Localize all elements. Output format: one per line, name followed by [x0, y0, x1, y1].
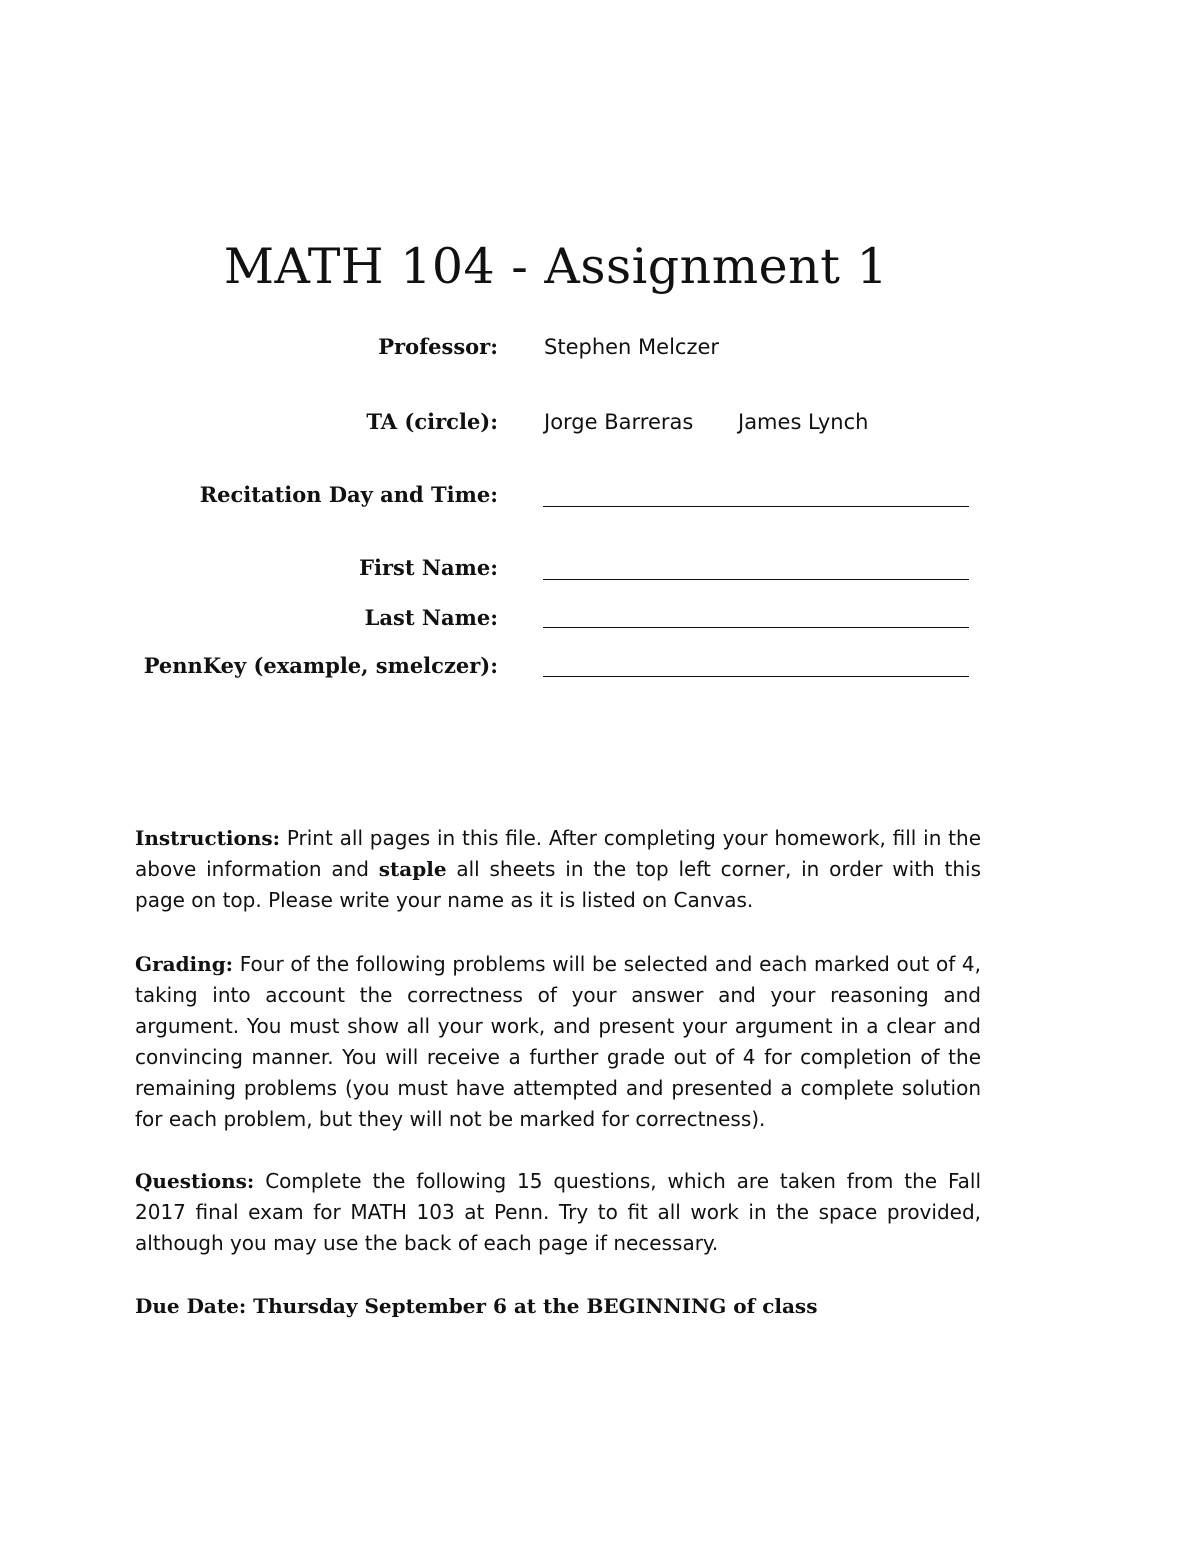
pennkey-blank-line[interactable]: [543, 676, 969, 677]
instructions-heading: Instructions:: [135, 826, 281, 850]
recitation-label: Recitation Day and Time:: [199, 482, 498, 507]
recitation-blank-line[interactable]: [543, 506, 969, 507]
due-date: Due Date: Thursday September 6 at the BEGINNING of class: [135, 1294, 818, 1318]
last-name-label: Last Name:: [364, 605, 498, 630]
instructions-text-after: all sheets in the top left corner, in order with this page on top. Please write your name as it is listed on Canvas.: [135, 857, 981, 912]
grading-text: Four of the following problems will be selected and each marked out of 4, taking into account the correctness of your answer and your reasoning and argument. You must show all your work, and present your argument in a clear and convincing manner. You will receive a further grade out of 4 for completion of the remaining problems (you must have attempted and presented a complete solution for each problem, but they will not be marked for correctness).: [135, 952, 981, 1131]
questions-paragraph: [135, 1166, 981, 1259]
ta-label: TA (circle):: [366, 409, 498, 434]
assignment-title: MATH 104 - Assignment 1: [223, 238, 889, 295]
questions-heading: Questions:: [135, 1169, 255, 1193]
ta-option-lynch[interactable]: James Lynch: [738, 410, 869, 434]
last-name-blank-line[interactable]: [543, 627, 969, 628]
pennkey-label: PennKey (example, smelczer):: [143, 653, 498, 678]
professor-label: Professor:: [378, 334, 498, 359]
grading-paragraph: [135, 949, 981, 1135]
instructions-staple-word: staple: [378, 857, 447, 881]
grading-heading: Grading:: [135, 952, 234, 976]
first-name-blank-line[interactable]: [543, 579, 969, 580]
questions-text: Complete the following 15 questions, which are taken from the Fall 2017 final exam for MATH 103 at Penn. Try to fit all work in the space provided, although you may use the back of each page if necessary.: [135, 1169, 981, 1255]
instructions-paragraph: [135, 823, 981, 916]
instructions-text-before: Print all pages in this file. After completing your homework, fill in the above information and: [135, 826, 981, 881]
ta-option-barreras[interactable]: Jorge Barreras: [544, 410, 694, 434]
first-name-label: First Name:: [359, 555, 498, 580]
professor-name: Stephen Melczer: [544, 335, 720, 359]
